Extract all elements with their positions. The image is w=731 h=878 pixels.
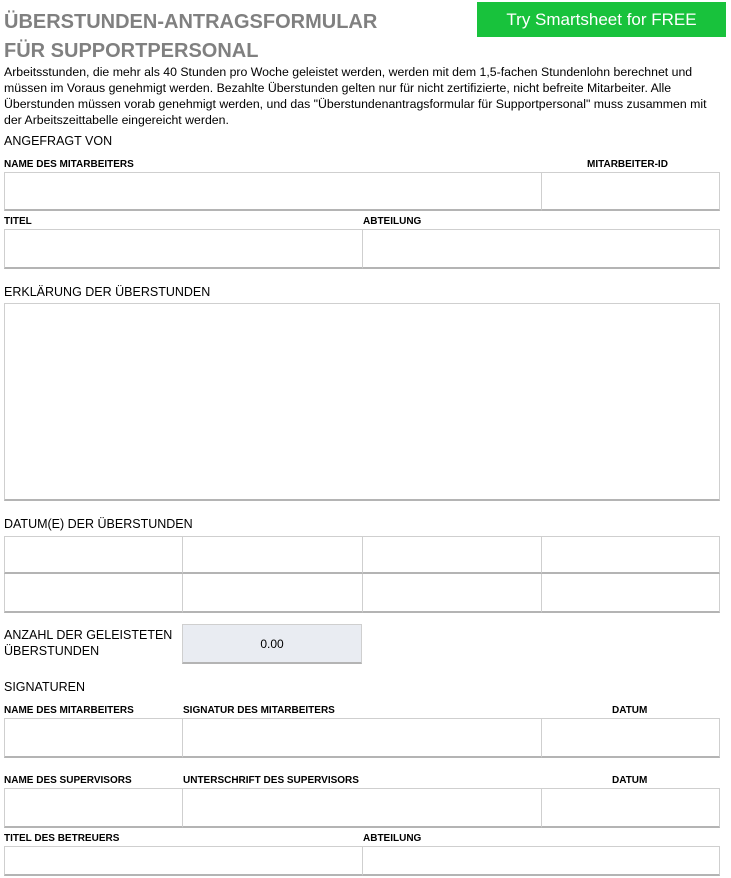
form-title-line-2: FÜR SUPPORTPERSONAL	[4, 40, 259, 62]
intro-line-2: müssen im Voraus genehmigt werden. Bezahlte Überstunden gelten nur für nicht zertifizierte, nicht befreite Mitarbeiter. Alle	[4, 81, 672, 95]
employee-id-label: MITARBEITER-ID	[587, 159, 668, 170]
title-field[interactable]	[4, 229, 363, 269]
intro-line-3: Überstunden müssen vorab genehmigt werden, und das "Überstundenantragsformular für Supportpersonal" muss zusammen mit	[4, 97, 707, 111]
requested-by-heading: ANGEFRAGT VON	[4, 134, 113, 148]
total-overtime-label-line-2: ÜBERSTUNDEN	[4, 644, 100, 658]
signature-employee-name-label: NAME DES MITARBEITERS	[4, 705, 134, 716]
supervisor-signature-field[interactable]	[183, 788, 542, 828]
employee-signature-field[interactable]	[183, 718, 542, 758]
date-cell[interactable]	[4, 574, 183, 613]
total-overtime-label-line-1: ANZAHL DER GELEISTETEN	[4, 628, 173, 642]
employee-name-label: NAME DES MITARBEITERS	[4, 159, 134, 170]
intro-text	[4, 64, 720, 128]
date-cell[interactable]	[4, 536, 183, 574]
date-cell[interactable]	[183, 536, 363, 574]
date-cell[interactable]	[363, 536, 542, 574]
employee-date-field[interactable]	[542, 718, 720, 758]
form-title-line-1: ÜBERSTUNDEN-ANTRAGSFORMULAR	[4, 11, 378, 33]
date-cell[interactable]	[183, 574, 363, 613]
employee-id-field[interactable]	[542, 172, 720, 211]
signatures-heading: SIGNATUREN	[4, 680, 86, 694]
supervisor-date-field[interactable]	[542, 788, 720, 828]
department-field[interactable]	[363, 229, 720, 269]
explanation-heading: ERKLÄRUNG DER ÜBERSTUNDEN	[4, 285, 211, 299]
employee-signature-label: SIGNATUR DES MITARBEITERS	[183, 705, 335, 716]
dates-heading: DATUM(E) DER ÜBERSTUNDEN	[4, 517, 193, 531]
date-cell[interactable]	[363, 574, 542, 613]
intro-line-1: Arbeitsstunden, die mehr als 40 Stunden pro Woche geleistet werden, werden mit dem 1,5-fachen Stundenlohn berechnet und	[4, 65, 693, 79]
supervisor-name-label: NAME DES SUPERVISORS	[4, 775, 132, 786]
form-title	[4, 8, 464, 66]
title-label: TITEL	[4, 216, 32, 227]
signature-department-field[interactable]	[363, 846, 720, 876]
department-label: ABTEILUNG	[363, 216, 422, 227]
employee-date-label: DATUM	[612, 705, 648, 716]
signature-department-label: ABTEILUNG	[363, 833, 422, 844]
supervisor-date-label: DATUM	[612, 775, 648, 786]
date-cell[interactable]	[542, 536, 720, 574]
date-cell[interactable]	[542, 574, 720, 613]
supervisor-title-label: TITEL DES BETREUERS	[4, 833, 120, 844]
total-overtime-value: 0.00	[182, 624, 362, 664]
signature-employee-name-field[interactable]	[4, 718, 183, 758]
employee-name-field[interactable]	[4, 172, 542, 211]
supervisor-signature-label: UNTERSCHRIFT DES SUPERVISORS	[183, 775, 359, 786]
supervisor-name-field[interactable]	[4, 788, 183, 828]
supervisor-title-field[interactable]	[4, 846, 363, 876]
try-smartsheet-button[interactable]: Try Smartsheet for FREE	[477, 2, 726, 37]
explanation-textarea[interactable]	[4, 303, 720, 501]
intro-line-4: der Arbeitszeittabelle eingereicht werden.	[4, 113, 229, 127]
total-overtime-label	[4, 627, 179, 659]
